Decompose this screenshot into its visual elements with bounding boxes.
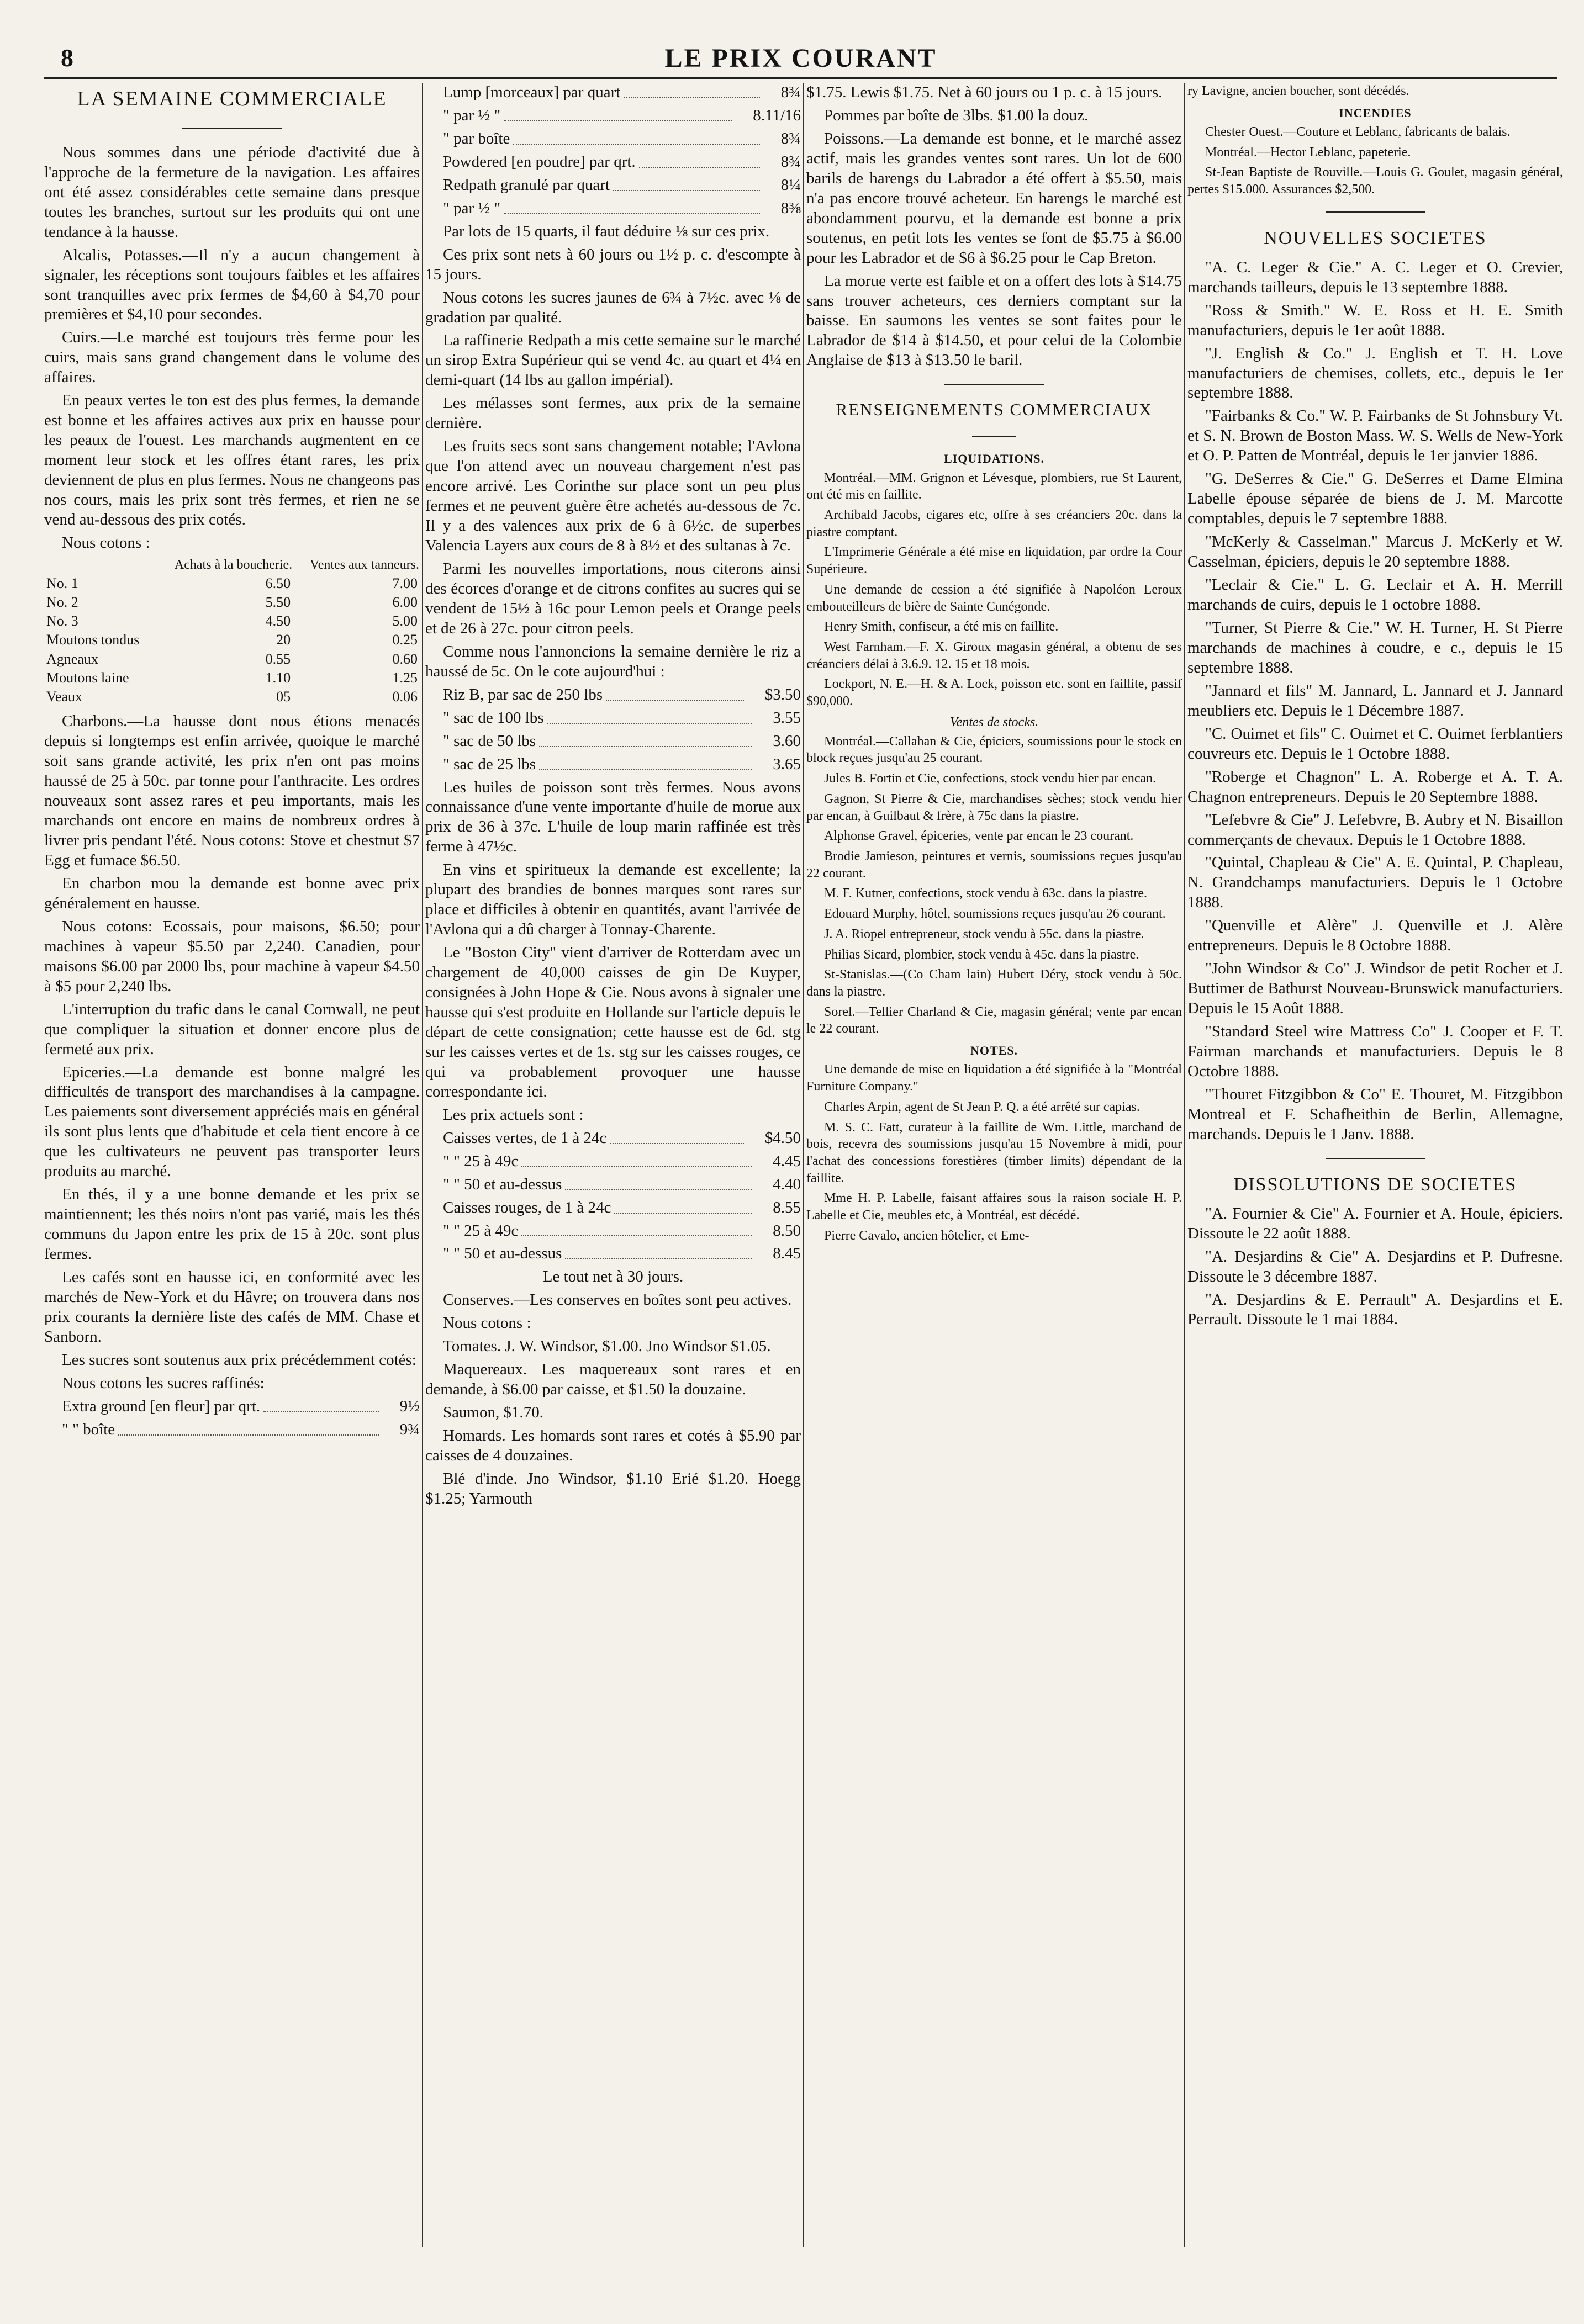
paragraph: En charbon mou la demande est bonne avec prix généralement en hausse. — [44, 874, 420, 912]
price-label: " sac de 100 lbs — [443, 708, 544, 727]
paragraph: Nous cotons: Ecossais, pour maisons, $6.50; pour machines à vapeur $5.50 par 2,240. Canadien, pour maisons $6.00 par 2000 lbs, pour machine à vapeur $4.50 à $5 pour 2,240 lbs. — [44, 917, 420, 995]
paragraph: Les cafés sont en hausse ici, en conformité avec les marchés de New-York et du Hâvre; on trouvera dans nos prix courants la dernière liste des cafés de MM. Chase et Sanborn. — [44, 1268, 420, 1346]
price-value: 8.45 — [773, 1245, 801, 1263]
paragraph: "Thouret Fitzgibbon & Co" E. Thouret, M. Fitzgibbon Montreal et F. Schafheithin de Berlin, Allemagne, marchands. Depuis le 1 Janv. 1888. — [1187, 1085, 1563, 1143]
price-line — [425, 83, 801, 103]
price-line — [425, 176, 801, 195]
price-label: " par boîte — [443, 129, 510, 147]
price-line — [425, 1198, 801, 1218]
cell: Moutons tondus — [46, 632, 140, 648]
notice: Charles Arpin, agent de St Jean P. Q. a été arrêté sur capias. — [824, 1099, 1140, 1114]
page-number: 8 — [61, 44, 73, 72]
column-header: Achats à la boucherie. — [174, 557, 293, 572]
notice: ry Lavigne, ancien boucher, sont décédés. — [1187, 84, 1409, 98]
notice: West Farnham.—F. X. Giroux magasin général, a obtenu de ses créanciers délai à 3.6.9. 12. 15 et 18 mois. — [806, 640, 1182, 671]
paragraph: Nous cotons : — [62, 533, 150, 552]
price-label: Riz B, par sac de 250 lbs — [443, 685, 603, 703]
price-line — [425, 106, 801, 126]
paragraph: Alcalis, Potasses.—Il n'y a aucun changement à signaler, les réceptions sont toujours faibles et les affaires sont tranquilles avec prix fermes de $4,60 à $4,70 pour premières et $4,10 pour secondes. — [44, 246, 420, 324]
cell: 7.00 — [392, 575, 418, 591]
section-heading: LA SEMAINE COMMERCIALE — [77, 87, 387, 110]
separator — [1187, 1150, 1563, 1167]
paragraph: "Leclair & Cie." L. G. Leclair et A. H. Merrill marchands de cuirs, depuis le 1 octobre 1888. — [1187, 576, 1563, 614]
paragraph: "G. DeSerres & Cie." G. DeSerres et Dame Elmina Labelle épouse séparée de biens de J. M. Marcotte comptables, depuis le 7 septembre 1888. — [1187, 470, 1563, 528]
price-value: 8.55 — [773, 1198, 801, 1216]
column-1 — [44, 83, 420, 2253]
cell: 20 — [276, 632, 291, 648]
column-rule — [422, 83, 423, 2247]
paragraph: En vins et spiritueux la demande est excellente; la plupart des brandies de bonnes marques sont rares sur place et difficiles à obtenir en quantités, avant l'arrivée de l'Avlona qui a dû charger à Tonnay-Charente. — [425, 861, 801, 939]
separator — [806, 376, 1182, 393]
price-label: Powdered [en poudre] par qrt. — [443, 152, 636, 171]
subheading: Ventes de stocks. — [949, 714, 1039, 729]
table-row — [44, 631, 420, 649]
paragraph: L'interruption du trafic dans le canal Cornwall, ne peut que compliquer la situation et donner encore plus de fermeté aux prix. — [44, 1000, 420, 1058]
notice: Philias Sicard, plombier, stock vendu à 45c. dans la piastre. — [824, 947, 1139, 962]
paragraph: Blé d'inde. Jno Windsor, $1.10 Erié $1.20. Hoegg $1.25; Yarmouth — [425, 1470, 801, 1507]
section-heading: DISSOLUTIONS DE SOCIETES — [1233, 1174, 1517, 1195]
price-line — [425, 732, 801, 751]
paragraph: Comme nous l'annoncions la semaine dernière le riz a haussé de 5c. On le cote aujourd'hui : — [425, 642, 801, 680]
cell: No. 3 — [46, 613, 78, 629]
notice: Une demande de mise en liquidation a été signifiée à la "Montréal Furniture Company." — [806, 1062, 1182, 1094]
price-label: " " 50 et au-dessus — [443, 1175, 562, 1193]
paragraph: En peaux vertes le ton est des plus fermes, la demande est bonne et les affaires actives aux prix en hausse pour les peaux de l'ouest. Les marchands augmentent en ce moment leur stock et les offres étant rares, les prix deviennent de plus en plus fermes. Nous ne changeons pas nos cours, mais les prix sont très fermes, et rien ne se vend au-dessous des prix cotés. — [44, 391, 420, 529]
paragraph: "Roberge et Chagnon" L. A. Roberge et A. T. A. Chagnon entrepreneurs. Depuis le 20 Septembre 1888. — [1187, 767, 1563, 806]
notice: Montréal.—MM. Grignon et Lévesque, plombiers, rue St Laurent, ont été mis en faillite. — [806, 470, 1182, 502]
section-heading: NOUVELLES SOCIETES — [1264, 227, 1487, 248]
paragraph: Maquereaux. Les maquereaux sont rares et en demande, à $6.00 par caisse, et $1.50 la douzaine. — [425, 1360, 801, 1399]
paragraph: Parmi les nouvelles importations, nous citerons ainsi des écorces d'orange et de citrons confites au sucres qui se vendent de 15½ à 16c pour Lemon peels et Orange peels et de 26 à 27c. pour citron peels. — [425, 559, 801, 637]
notice: Alphonse Gravel, épiceries, vente par encan le 23 courant. — [824, 829, 1134, 844]
paragraph: "Standard Steel wire Mattress Co" J. Cooper et F. T. Fairman marchands et manufacturiers. Depuis le 8 Octobre 1888. — [1187, 1023, 1563, 1080]
paragraph: "Quenville et Alère" J. Quenville et J. Alère entrepreneurs. Depuis le 8 Octobre 1888. — [1187, 917, 1563, 955]
price-label: " sac de 50 lbs — [443, 732, 536, 750]
notice: Brodie Jamieson, peintures et vernis, soumissions reçues jusqu'au 22 courant. — [806, 849, 1182, 881]
paragraph: "John Windsor & Co" J. Windsor de petit Rocher et J. Buttimer de Bathurst Nouveau-Brunswick manufacturiers. Depuis le 15 Août 1888. — [1187, 960, 1563, 1018]
price-value: $3.50 — [764, 685, 801, 703]
paragraph: Charbons.—La hausse dont nous étions menacés depuis si longtemps est enfin arrivée, quoique le marché soit sans grande activité, les prix n'en ont pas moins haussé de 25 à 50c. par tonne pour l'anthracite. Les ordres nouveaux sont assez rares et peu importants, mais les marchands ont encore en mains de nombreux ordres à livrer pris pendant l'été. Nous cotons: Stove et chestnut $7 Egg et fumace $6.50. — [44, 712, 420, 869]
price-label: Caisses rouges, de 1 à 24c — [443, 1198, 611, 1216]
price-label: Redpath granulé par quart — [443, 176, 610, 194]
cell: 6.50 — [265, 575, 291, 591]
paragraph: "A. C. Leger & Cie." A. C. Leger et O. Crevier, marchands tailleurs, depuis le 13 septembre 1888. — [1187, 258, 1563, 296]
cell: 0.06 — [392, 689, 418, 705]
notice: Chester Ouest.—Couture et Leblanc, fabricants de balais. — [1205, 124, 1511, 139]
cell: Agneaux — [46, 650, 98, 667]
notice: Gagnon, St Pierre & Cie, marchandises sèches; stock vendu hier par encan, à Guilbaut & frère, à 75c dans la piastre. — [806, 791, 1182, 823]
table-row — [44, 612, 420, 631]
separator — [806, 428, 1182, 445]
cell: No. 2 — [46, 594, 78, 610]
paragraph: Homards. Les homards sont rares et cotés à $5.90 par caisses de 4 douzaines. — [425, 1427, 801, 1465]
table-row — [44, 669, 420, 687]
hides-price-table — [44, 557, 420, 706]
price-value: 8¾ — [780, 83, 801, 101]
price-line — [425, 755, 801, 775]
price-value: 9¾ — [399, 1420, 420, 1438]
price-label: " " 50 et au-dessus — [443, 1245, 562, 1263]
paragraph: "Fairbanks & Co." W. P. Fairbanks de St Johnsbury Vt. et S. N. Brown de Boston Mass. W. S. Wells de New-York et O. P. Patten de Montréal, depuis le 1er janvier 1886. — [1187, 407, 1563, 465]
paragraph: "A. Fournier & Cie" A. Fournier et A. Houle, épiciers. Dissoute le 22 août 1888. — [1187, 1204, 1563, 1242]
paragraph: La raffinerie Redpath a mis cette semaine sur le marché un sirop Extra Supérieur qui se vend 4c. au quart et 4¼ en demi-quart (14 lbs au gallon impérial). — [425, 331, 801, 389]
paragraph: Pommes par boîte de 3lbs. $1.00 la douz. — [824, 106, 1089, 124]
price-label: " par ½ " — [443, 106, 501, 124]
paragraph: Les fruits secs sont sans changement notable; l'Avlona que l'on attend avec un nouveau chargement n'est pas encore arrivé. Les Corinthe sur place sont un peu plus fermes et ne peuvent guère être achetés au-dessous de 7c. Il y a des valences aux prix de 6 à 6½c. de superbes Valencia Layers aux cours de 8 à 8½ et des sultanas à 7c. — [425, 437, 801, 555]
cell: No. 1 — [46, 575, 78, 591]
notice: Sorel.—Tellier Charland & Cie, magasin général; vente par encan le 22 courant. — [806, 1004, 1182, 1036]
paragraph: Les mélasses sont fermes, aux prix de la semaine dernière. — [425, 394, 801, 432]
cell: 0.60 — [392, 650, 418, 667]
paragraph: "Turner, St Pierre & Cie." W. H. Turner, H. St Pierre marchands de machines à coudre, e c., depuis le 15 septembre 1888. — [1187, 618, 1563, 676]
price-value: 3.55 — [773, 708, 801, 727]
notice: Lockport, N. E.—H. & A. Lock, poisson etc. sont en faillite, passif $90,000. — [806, 677, 1182, 709]
notice: Edouard Murphy, hôtel, soumissions reçues jusqu'au 26 courant. — [824, 907, 1166, 922]
cell: 5.00 — [392, 613, 418, 629]
cell: 0.25 — [392, 632, 418, 648]
notice: Une demande de cession a été signifiée à Napoléon Leroux embouteilleurs de bière de Sainte Cunégonde. — [806, 582, 1182, 614]
separator — [1187, 204, 1563, 220]
price-label: Caisses vertes, de 1 à 24c — [443, 1129, 607, 1147]
price-line — [425, 1129, 801, 1148]
price-value: 8.11/16 — [753, 106, 801, 124]
paragraph: Conserves.—Les conserves en boîtes sont peu actives. — [443, 1291, 792, 1309]
price-value: 8.50 — [773, 1221, 801, 1240]
paragraph: En thés, il y a une bonne demande et les prix se maintiennent; les thés noirs n'ont pas varié, mais les thés communs du Japon entre les prix de 15 à 20c. sont plus fermes. — [44, 1185, 420, 1263]
price-value: 3.60 — [773, 732, 801, 750]
paragraph: Les prix actuels sont : — [443, 1105, 584, 1124]
price-line — [425, 685, 801, 705]
paragraph: Poissons.—La demande est bonne, et le marché assez actif, mais les grandes ventes sont rares. Un lot de 600 barils de harengs du Labrador a été offert à $5.50, mais n'a pas encore trouvé acheteur. En harengs le marché est abondamment pourvu, et la demande est bonne a prix soutenus, en petit lots les ventes se font de $5.75 à $6.00 pour les Labrador et de $6 à $6.25 pour le Cap Breton. — [806, 129, 1182, 267]
price-line — [425, 129, 801, 149]
cell: 0.55 — [265, 650, 291, 667]
cell: 1.25 — [392, 669, 418, 686]
price-value: 8¾ — [780, 152, 801, 171]
price-label: " " 25 à 49c — [443, 1152, 519, 1170]
column-rule — [803, 83, 804, 2247]
paragraph: La morue verte est faible et on a offert des lots à $14.75 sans trouver acheteurs, ces derniers comptant sur la baisse. En saumons les ventes se sont faites pour le Labrador de $14 à $14.50, et pour celui de la Colombie Anglaise de $13 à $13.50 le baril. — [806, 272, 1182, 369]
paragraph: Les huiles de poisson sont très fermes. Nous avons connaissance d'une vente importante d'huile de morue aux prix de 36 à 37c. L'huile de loup marin raffinée est très ferme à 47½c. — [425, 778, 801, 856]
paragraph: Nous cotons les sucres raffinés: — [62, 1374, 265, 1392]
price-line — [425, 199, 801, 219]
table-row — [44, 650, 420, 669]
paragraph: Cuirs.—Le marché est toujours très ferme pour les cuirs, mais sans grand changement dans le volume des affaires. — [44, 329, 420, 387]
price-value: 9½ — [399, 1397, 420, 1415]
paragraph: "Ross & Smith." W. E. Ross et H. E. Smith manufacturiers, depuis le 1er août 1888. — [1187, 301, 1563, 339]
column-3 — [806, 83, 1182, 2253]
subheading: LIQUIDATIONS. — [944, 452, 1044, 466]
price-label: " par ½ " — [443, 199, 501, 217]
price-note: Le tout net à 30 jours. — [542, 1268, 684, 1286]
paragraph: "J. English & Co." J. English et T. H. Love manufacturiers de chemises, collets, etc., depuis le 1er septembre 1888. — [1187, 344, 1563, 402]
paragraph: $1.75. Lewis $1.75. Net à 60 jours ou 1 p. c. à 15 jours. — [806, 83, 1163, 101]
price-label: " " 25 à 49c — [443, 1221, 519, 1240]
price-line — [44, 1397, 420, 1417]
price-label: Lump [morceaux] par quart — [443, 83, 621, 101]
notice: L'Imprimerie Générale a été mise en liquidation, par ordre la Cour Supérieure. — [806, 545, 1182, 577]
notice: Henry Smith, confiseur, a été mis en faillite. — [824, 620, 1059, 634]
price-value: 4.40 — [773, 1175, 801, 1193]
price-line — [44, 1420, 420, 1440]
price-label: " sac de 25 lbs — [443, 755, 536, 773]
paragraph: Ces prix sont nets à 60 jours ou 1½ p. c. d'escompte à 15 jours. — [425, 245, 801, 283]
cell: 05 — [276, 689, 291, 705]
price-line — [425, 1152, 801, 1172]
subheading: INCENDIES — [1339, 105, 1412, 120]
cell: 1.10 — [265, 669, 291, 686]
column-4 — [1187, 83, 1563, 2253]
page-header — [44, 39, 1557, 79]
notice: M. S. C. Fatt, curateur à la faillite de Wm. Little, marchand de bois, recevra des soumissions jusqu'au 15 Novembre à midi, pour l'achat des concessions forestières (timber limits) dépendant de la faillite. — [806, 1120, 1182, 1185]
column-header: Ventes aux tanneurs. — [310, 557, 419, 572]
paragraph: Nous cotons : — [443, 1314, 531, 1332]
table-row — [44, 687, 420, 706]
notice: St-Stanislas.—(Co Cham lain) Hubert Déry, stock vendu à 50c. dans la piastre. — [806, 967, 1182, 999]
paragraph: "Jannard et fils" M. Jannard, L. Jannard et J. Jannard meubliers etc. Depuis le 1 Décembre 1887. — [1187, 681, 1563, 719]
paragraph: Nous sommes dans une période d'activité due à l'approche de la fermeture de la navigation. Les affaires ont été assez considérables cette semaine dans presque toutes les branches, surtout sur les produits qui ont une tendance à la hausse. — [44, 143, 420, 241]
price-line — [425, 708, 801, 728]
separator — [44, 120, 420, 136]
price-value: 8¼ — [780, 176, 801, 194]
paragraph: "Lefebvre & Cie" J. Lefebvre, B. Aubry et N. Bisaillon commerçants de chevaux. Depuis le 1 Octobre 1888. — [1187, 811, 1563, 849]
cell: Veaux — [46, 689, 82, 705]
price-value: 8⅜ — [780, 199, 801, 217]
notice: Montréal.—Callahan & Cie, épiciers, soumissions pour le stock en block reçues jusqu'au 25 courant. — [806, 734, 1182, 766]
notice: Archibald Jacobs, cigares etc, offre à ses créanciers 20c. dans la piastre comptant. — [806, 507, 1182, 539]
table-row — [44, 593, 420, 612]
paragraph: "C. Ouimet et fils" C. Ouimet et C. Ouimet ferblantiers couvreurs etc. Depuis le 1 Octobre 1888. — [1187, 724, 1563, 763]
price-label: Extra ground [en fleur] par qrt. — [62, 1397, 261, 1415]
liquidations-section — [806, 451, 1182, 1244]
column-2 — [425, 83, 801, 2253]
paragraph: "McKerly & Casselman." Marcus J. McKerly et W. Casselman, épiciers, depuis le 20 septembre 1888. — [1187, 533, 1563, 571]
paragraph: Saumon, $1.70. — [443, 1404, 544, 1422]
notice: Montréal.—Hector Leblanc, papeterie. — [1205, 145, 1411, 160]
paragraph: Epiceries.—La demande est bonne malgré les difficultés de transport des marchandises à la campagne. Les paiements sont diversement appréciés mais en général ils sont plus lents que d'habitude et cela tient encore à ce que les cultivateurs ne peuvent pas transporter leurs produits au marché. — [44, 1063, 420, 1180]
paragraph: Le "Boston City" vient d'arriver de Rotterdam avec un chargement de 40,000 caisses de gin De Kuyper, consignées à John Hope & Cie. Nous avons à signaler une hausse qui s'est produite en Hollande sur l'article depuis le départ de cette consignation; cette hausse est de 6d. stg sur les caisses vertes et de 1s. stg sur les caisses rouges, ce qui va probablement provoquer une hausse correspondante ici. — [425, 944, 801, 1100]
notice: J. A. Riopel entrepreneur, stock vendu à 55c. dans la piastre. — [824, 927, 1144, 941]
paragraph: "A. Desjardins & E. Perrault" A. Desjardins et E. Perrault. Dissoute le 1 mai 1884. — [1187, 1290, 1563, 1328]
price-label: " " boîte — [62, 1420, 115, 1438]
price-value: 4.45 — [773, 1152, 801, 1170]
notice: St-Jean Baptiste de Rouville.—Louis G. Goulet, magasin général, pertes $15.000. Assurances $2,500. — [1187, 165, 1563, 197]
price-line — [425, 1175, 801, 1195]
paragraph: Tomates. J. W. Windsor, $1.00. Jno Windsor $1.05. — [443, 1337, 771, 1356]
price-line — [425, 152, 801, 172]
price-value: 8¾ — [780, 129, 801, 147]
price-line — [425, 1244, 801, 1264]
running-title: LE PRIX COURANT — [664, 44, 937, 73]
fires-section — [1187, 83, 1563, 198]
notice: M. F. Kutner, confections, stock vendu à 63c. dans la piastre. — [824, 886, 1147, 901]
cell: 4.50 — [265, 613, 291, 629]
paragraph: "A. Desjardins & Cie" A. Desjardins et P. Dufresne. Dissoute le 3 décembre 1887. — [1187, 1247, 1563, 1285]
notice: Pierre Cavalo, ancien hôtelier, et Eme- — [824, 1228, 1029, 1243]
cell: 5.50 — [265, 594, 291, 610]
price-value: $4.50 — [764, 1129, 801, 1147]
price-line — [425, 1221, 801, 1241]
table-row — [44, 574, 420, 593]
subheading: NOTES. — [970, 1044, 1018, 1058]
notice: Mme H. P. Labelle, faisant affaires sous la raison sociale H. P. Labelle et Cie, meubles etc, à Montréal, est décédé. — [806, 1191, 1182, 1223]
cell: 6.00 — [392, 594, 418, 610]
paragraph: "Quintal, Chapleau & Cie" A. E. Quintal, P. Chapleau, N. Grandchamps manufacturiers. Depuis le 1 Octobre 1888. — [1187, 854, 1563, 912]
section-heading: RENSEIGNEMENTS COMMERCIAUX — [836, 400, 1153, 420]
paragraph: Par lots de 15 quarts, il faut déduire ⅛ sur ces prix. — [443, 222, 770, 240]
notice: Jules B. Fortin et Cie, confections, stock vendu hier par encan. — [824, 771, 1157, 786]
price-value: 3.65 — [773, 755, 801, 773]
column-rule — [1184, 83, 1185, 2247]
paragraph: Les sucres sont soutenus aux prix précédemment cotés: — [62, 1351, 416, 1369]
paragraph: Nous cotons les sucres jaunes de 6¾ à 7½c. avec ⅛ de gradation par qualité. — [425, 288, 801, 326]
cell: Moutons laine — [46, 669, 129, 686]
